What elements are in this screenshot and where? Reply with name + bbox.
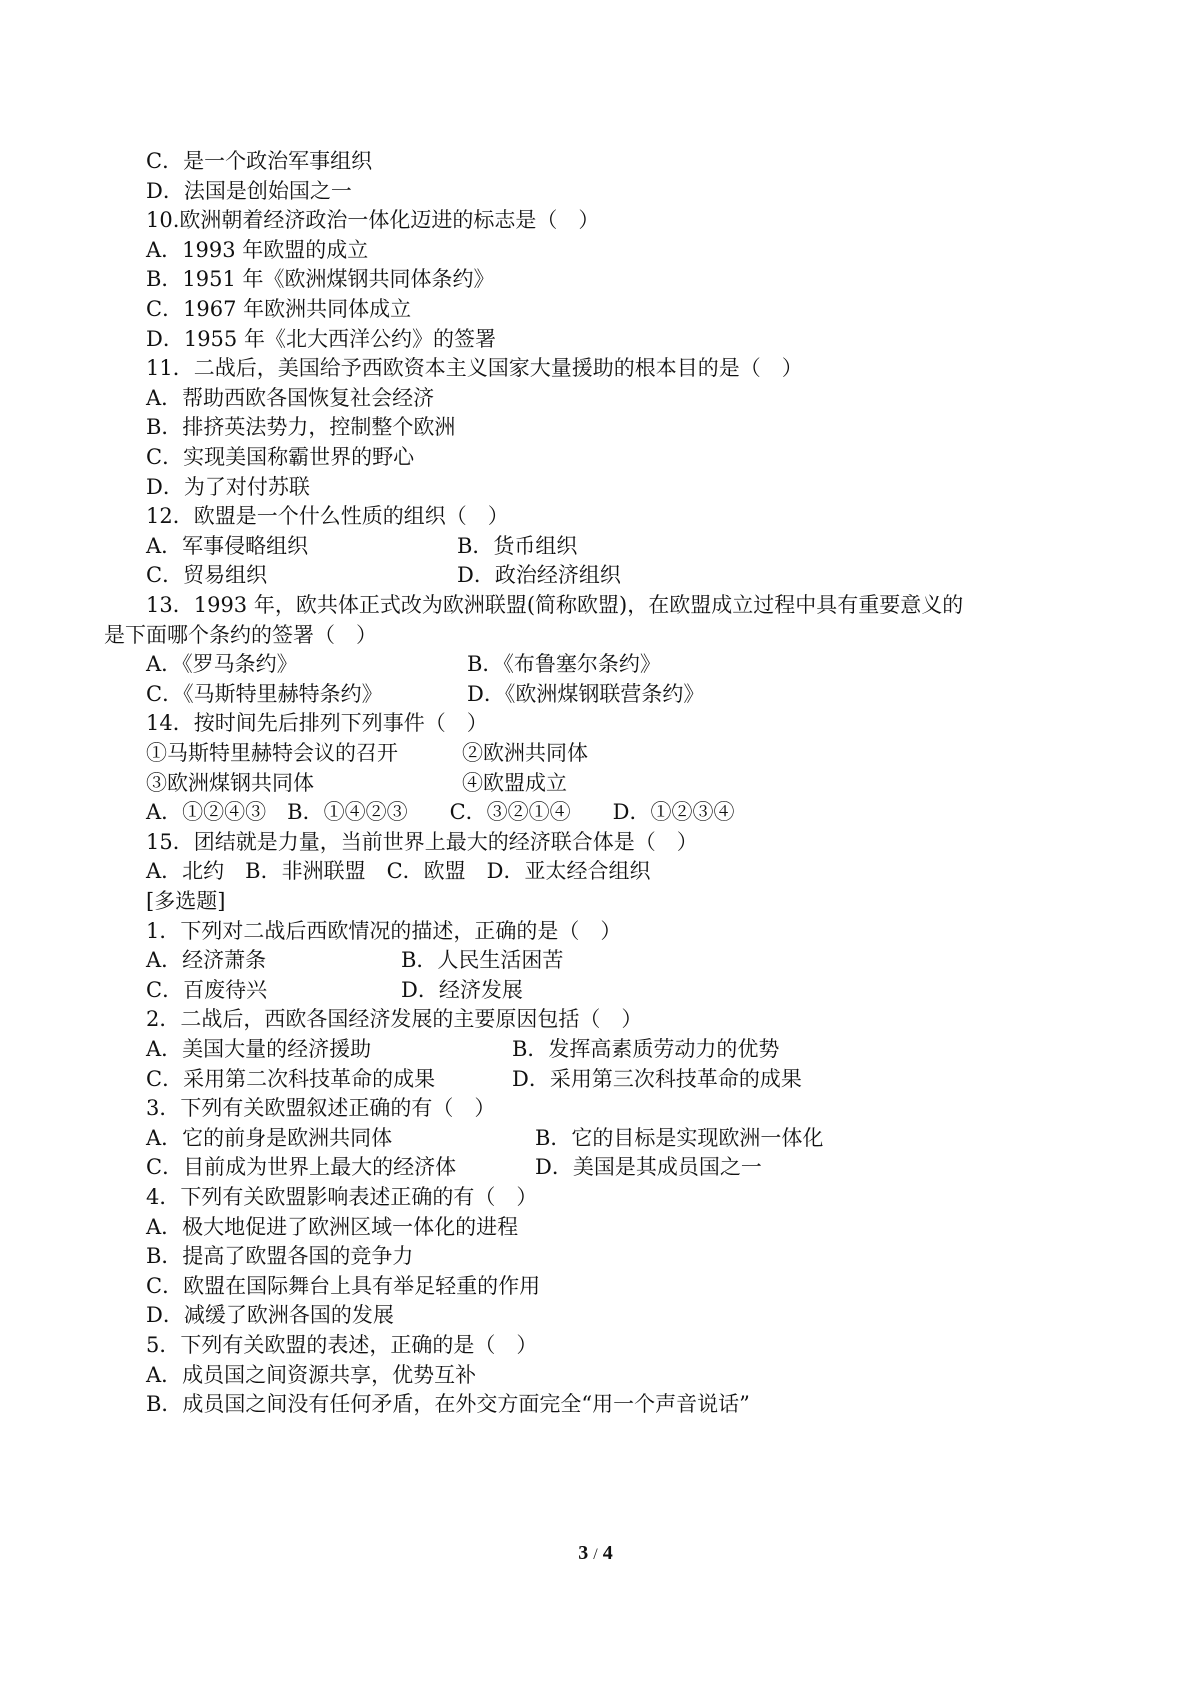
option-right: B．货币组织 xyxy=(457,533,578,558)
text-line: 14．按时间先后排列下列事件（ ） xyxy=(146,711,488,736)
option-left: C．采用第二次科技革命的成果 xyxy=(146,1066,436,1091)
option-left: A．经济萧条 xyxy=(146,948,267,973)
text-line: B．1951 年《欧洲煤钢共同体条约》 xyxy=(146,267,495,292)
text-line: 4．下列有关欧盟影响表述正确的有（ ） xyxy=(146,1185,538,1209)
text-line: 2．二战后，西欧各国经济发展的主要原因包括（ ） xyxy=(146,1007,643,1032)
text-line: D．减缓了欧洲各国的发展 xyxy=(146,1303,394,1328)
option-right: B．人民生活困苦 xyxy=(401,948,564,973)
text-line: C．是一个政治军事组织 xyxy=(146,149,373,173)
option-left: A．军事侵略组织 xyxy=(146,533,309,558)
page-total: 4 xyxy=(602,1542,613,1564)
option-left: A．《罗马条约》 xyxy=(146,652,298,677)
option-left: C．《马斯特里赫特条约》 xyxy=(146,681,383,706)
text-line: 是下面哪个条约的签署（ ） xyxy=(104,622,377,647)
text-line: 15．团结就是力量，当前世界上最大的经济联合体是（ ） xyxy=(146,829,698,854)
text-line: D．1955 年《北大西洋公约》的签署 xyxy=(146,326,496,351)
option-left: C．贸易组织 xyxy=(146,563,268,588)
text-line xyxy=(146,767,567,799)
page-number xyxy=(0,1542,1191,1565)
text-line: A．北约 B．非洲联盟 C．欧盟 D．亚太经合组织 xyxy=(146,859,651,884)
option-left: C．百废待兴 xyxy=(146,977,268,1002)
text-line xyxy=(146,1122,824,1154)
text-line xyxy=(146,530,578,562)
text-line: 1．下列对二战后西欧情况的描述，正确的是（ ） xyxy=(146,918,622,943)
text-line: D．为了对付苏联 xyxy=(146,474,310,499)
text-line xyxy=(146,559,621,591)
option-right: B．它的目标是实现欧洲一体化 xyxy=(535,1125,824,1150)
text-line: A．极大地促进了欧洲区域一体化的进程 xyxy=(146,1214,519,1239)
text-line: C．实现美国称霸世界的野心 xyxy=(146,445,415,469)
option-right: D．采用第三次科技革命的成果 xyxy=(512,1066,802,1091)
text-line: 13．1993 年，欧共体正式改为欧洲联盟(简称欧盟)，在欧盟成立过程中具有重要意义的 xyxy=(146,593,964,617)
text-line: C．1967 年欧洲共同体成立 xyxy=(146,297,412,321)
text-line: C．欧盟在国际舞台上具有举足轻重的作用 xyxy=(146,1273,541,1298)
option-right: D．政治经济组织 xyxy=(457,563,621,588)
text-line xyxy=(146,1033,780,1065)
text-line: B．成员国之间没有任何矛盾，在外交方面完全“用一个声音说话” xyxy=(146,1392,750,1417)
text-line: 12．欧盟是一个什么性质的组织（ ） xyxy=(146,504,509,529)
option-right: ②欧洲共同体 xyxy=(462,741,588,765)
text-line xyxy=(146,648,661,680)
text-line xyxy=(146,1063,802,1095)
text-line: [多选题] xyxy=(146,889,226,913)
text-line: B．排挤英法势力，控制整个欧洲 xyxy=(146,415,456,440)
text-line xyxy=(146,737,588,769)
text-line: A．帮助西欧各国恢复社会经济 xyxy=(146,385,435,410)
text-line: A．1993 年欧盟的成立 xyxy=(146,237,369,262)
text-line: 10.欧洲朝着经济政治一体化迈进的标志是（ ） xyxy=(146,208,600,233)
text-line xyxy=(146,678,705,710)
page-current: 3 xyxy=(578,1542,589,1564)
text-line: A．①②④③ B．①④②③ C．③②①④ D．①②③④ xyxy=(146,800,735,825)
text-line: D．法国是创始国之一 xyxy=(146,178,352,203)
option-left: ①马斯特里赫特会议的召开 xyxy=(146,741,398,765)
option-left: A．美国大量的经济援助 xyxy=(146,1037,372,1061)
text-line: B．提高了欧盟各国的竞争力 xyxy=(146,1244,414,1269)
text-line: 3．下列有关欧盟叙述正确的有（ ） xyxy=(146,1096,496,1121)
page-separator: / xyxy=(593,1546,598,1563)
option-left: A．它的前身是欧洲共同体 xyxy=(146,1125,393,1150)
option-right: ④欧盟成立 xyxy=(462,770,567,795)
option-right: D．经济发展 xyxy=(401,977,523,1002)
option-right: D．美国是其成员国之一 xyxy=(535,1155,762,1180)
text-line: 11．二战后，美国给予西欧资本主义国家大量援助的根本目的是（ ） xyxy=(146,356,803,381)
option-right: D．《欧洲煤钢联营条约》 xyxy=(467,681,705,706)
option-left: C．目前成为世界上最大的经济体 xyxy=(146,1155,457,1180)
option-right: B．《布鲁塞尔条约》 xyxy=(467,652,661,677)
text-line xyxy=(146,944,564,976)
option-right: B．发挥高素质劳动力的优势 xyxy=(512,1037,780,1061)
text-line xyxy=(146,974,523,1006)
text-line: 5．下列有关欧盟的表述，正确的是（ ） xyxy=(146,1333,538,1357)
option-left: ③欧洲煤钢共同体 xyxy=(146,770,314,795)
text-line xyxy=(146,1151,762,1183)
text-line: A．成员国之间资源共享，优势互补 xyxy=(146,1362,477,1387)
